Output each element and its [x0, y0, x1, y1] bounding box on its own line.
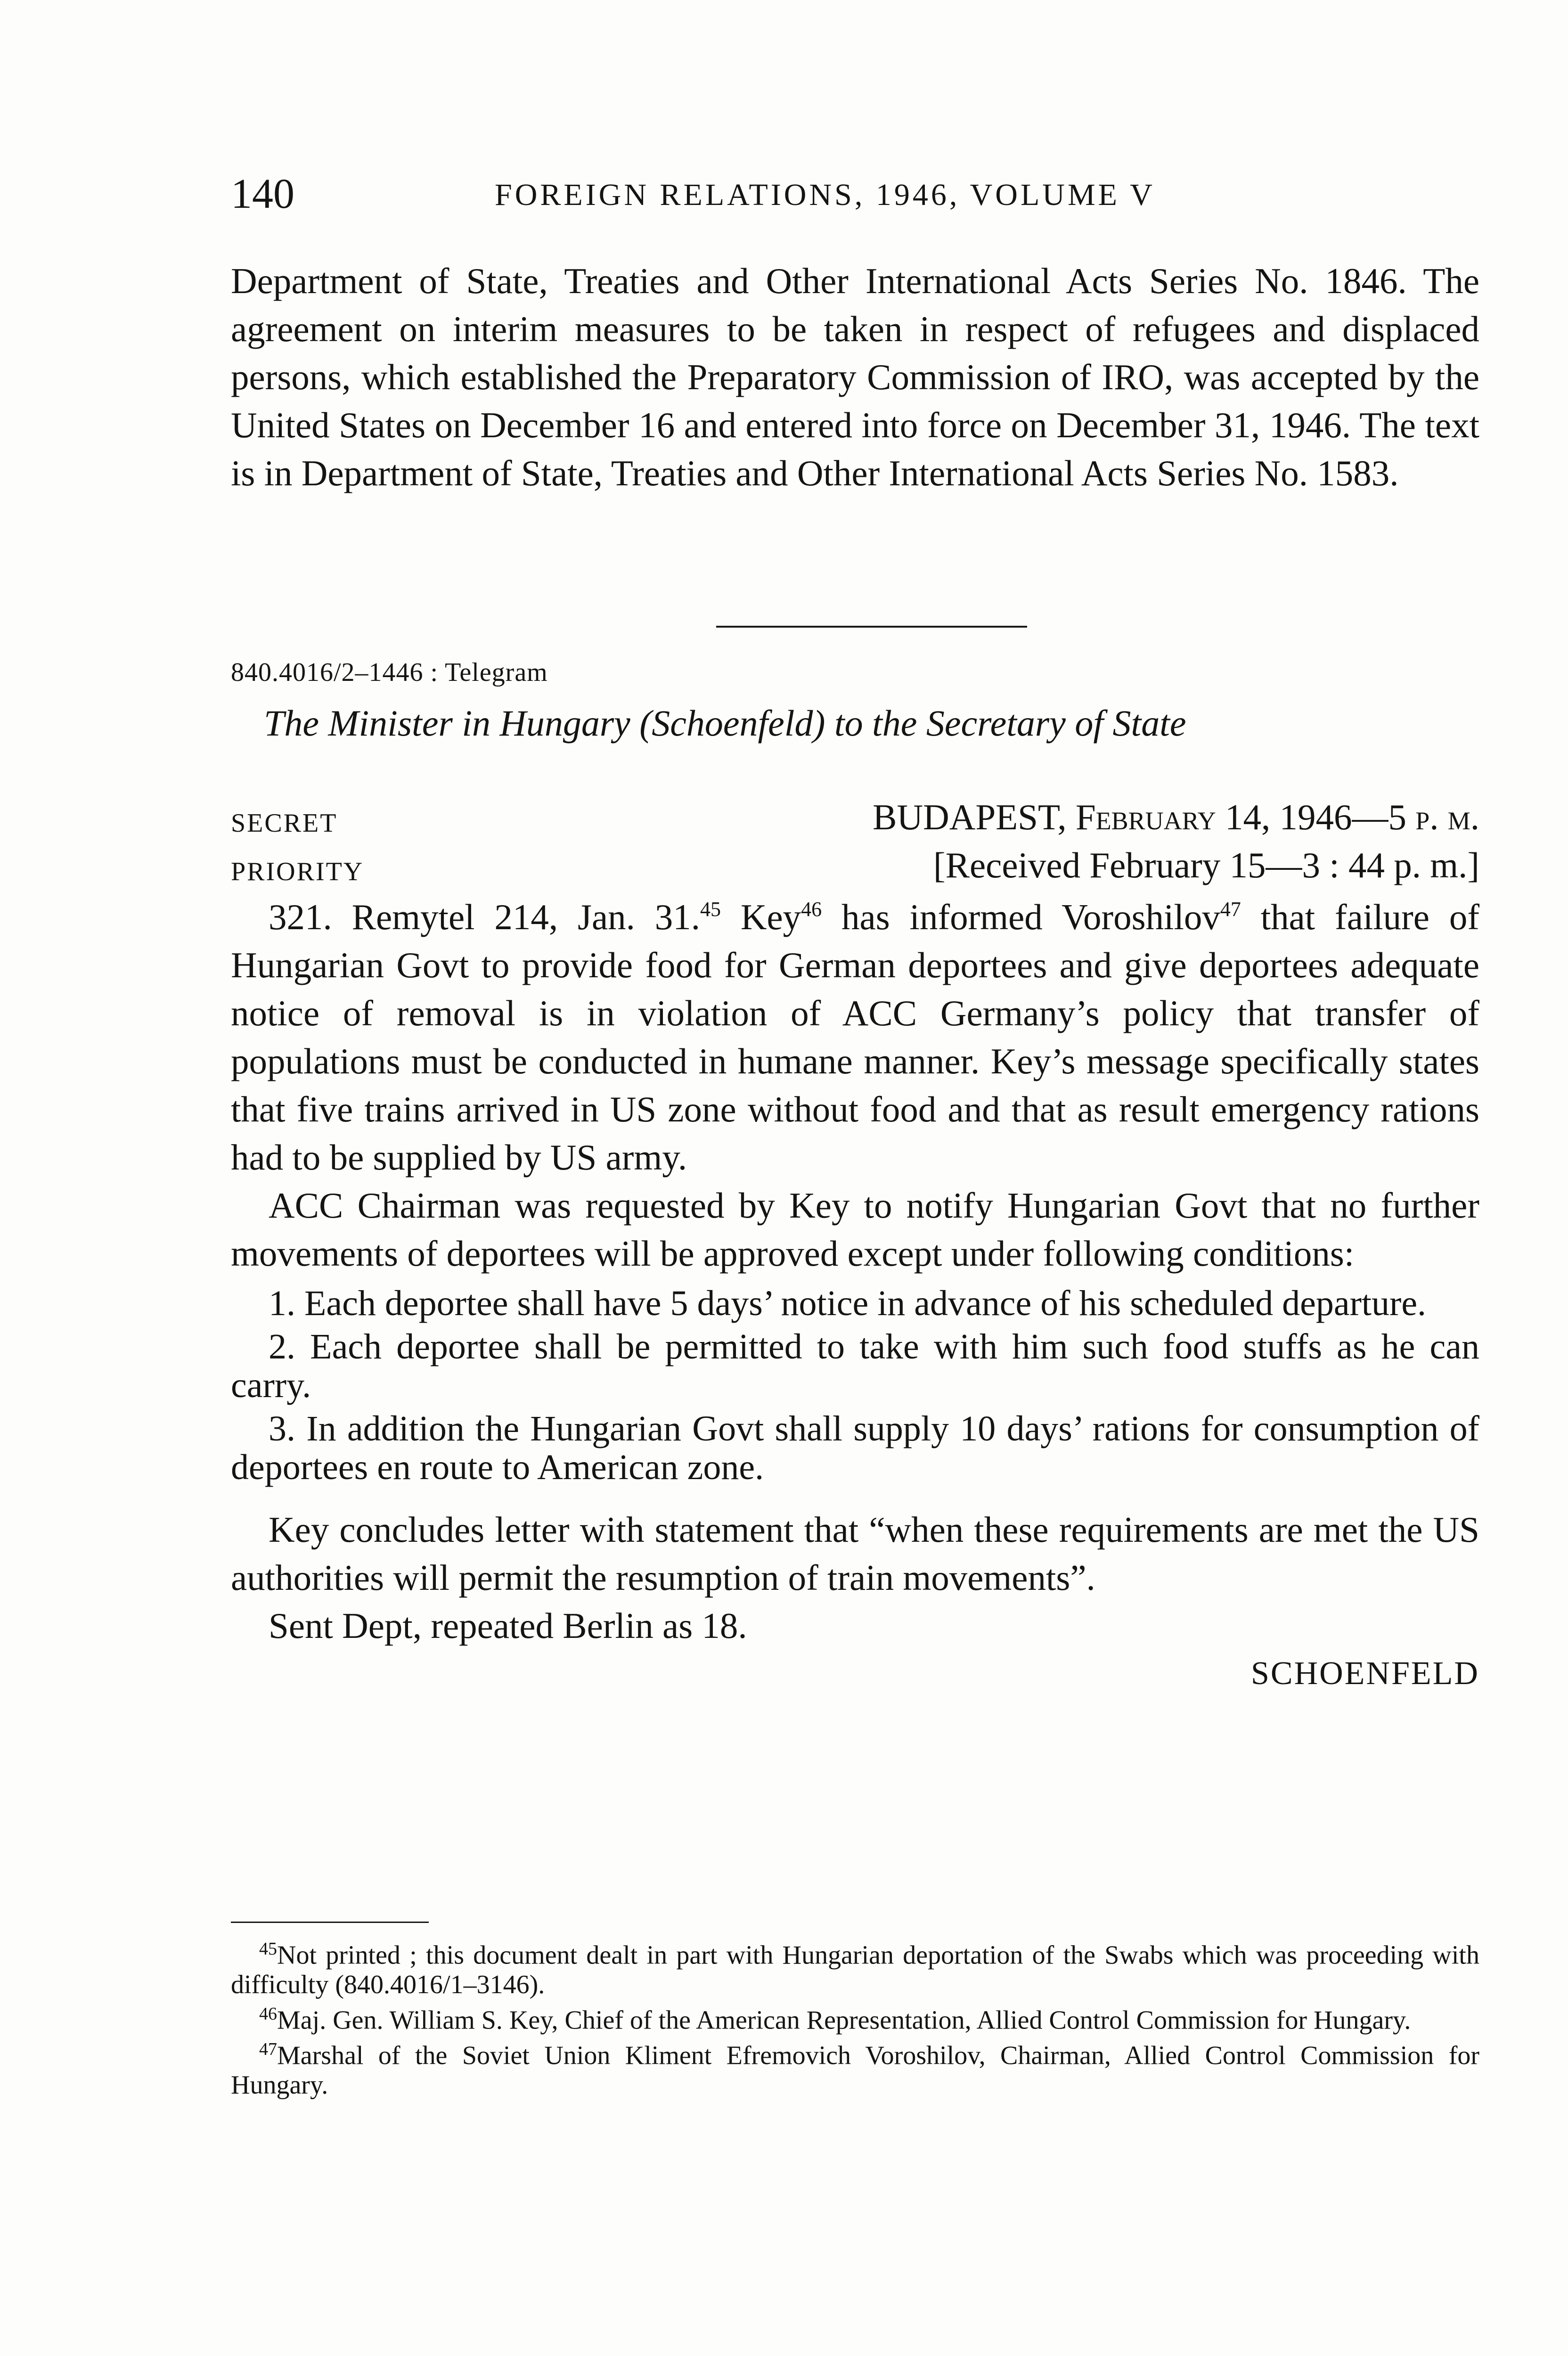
- running-title: FOREIGN RELATIONS, 1946, VOLUME V: [495, 178, 1155, 212]
- file-reference: 840.4016/2–1446 : Telegram: [231, 658, 548, 687]
- condition-item: 2. Each deportee shall be permitted to take with him such food stuffs as he can carry.: [231, 1327, 1479, 1405]
- paragraph-4: Sent Dept, repeated Berlin as 18.: [269, 1605, 747, 1646]
- footnote-ref-45: 45: [700, 898, 721, 921]
- condition-item: 3. In addition the Hungarian Govt shall supply 10 days’ rations for consumption of deportees en route to American zone.: [231, 1409, 1479, 1487]
- footnote-ref-46: 46: [801, 898, 822, 921]
- para1-text-2: Key: [721, 897, 801, 937]
- footnote-number: 47: [259, 2039, 277, 2060]
- paragraph-3: Key concludes letter with statement that “when these requirements are met the US authorities will permit the resumption of train movements”.: [231, 1509, 1479, 1598]
- footnote-text: Not printed ; this document dealt in part with Hungarian deportation of the Swabs which was proceeding with difficulty (840.4016/1–3146).: [231, 1940, 1479, 1999]
- footnote-text: Marshal of the Soviet Union Kliment Efremovich Voroshilov, Chairman, Allied Control Commission for Hungary.: [231, 2041, 1479, 2100]
- dateline: BUDAPEST, February 14, 1946—5 p. m.: [873, 797, 1479, 837]
- running-header: [231, 170, 1479, 221]
- footnote-46: [231, 1999, 1479, 2035]
- paragraph-2: ACC Chairman was requested by Key to notify Hungarian Govt that no further movements of deportees will be approved except under following conditions:: [231, 1185, 1479, 1274]
- intro-block: [231, 257, 1479, 497]
- conditions-list: [231, 1284, 1479, 1487]
- footnote-number: 46: [259, 2004, 277, 2024]
- footnotes: [231, 1934, 1479, 2100]
- footnote-rule: [231, 1922, 429, 1923]
- footnote-47: [231, 2035, 1479, 2100]
- footnote-number: 45: [259, 1939, 277, 1959]
- intro-paragraph: Department of State, Treaties and Other International Acts Series No. 1846. The agreement on interim measures to be taken in respect of refugees and displaced persons, which established the Preparatory Commission of IRO, was accepted by the United States on December 16 and entered into force on December 31, 1946. The text is in Department of State, Treaties and Other International Acts Series No. 1583.: [231, 261, 1479, 493]
- classification-priority: PRIORITY: [231, 857, 364, 886]
- classification-secret: SECRET: [231, 809, 338, 838]
- para1-text-3: has informed Voroshilov: [822, 897, 1220, 937]
- footnote-text: Maj. Gen. William S. Key, Chief of the American Representation, Allied Control Commission for Hungary.: [277, 2005, 1411, 2035]
- paragraph-1: [231, 893, 1479, 1181]
- telegram-body: [231, 893, 1479, 1698]
- document-heading: The Minister in Hungary (Schoenfeld) to the Secretary of State: [264, 703, 1186, 744]
- section-divider: [716, 626, 1027, 628]
- page-number: 140: [231, 171, 294, 217]
- para1-text-4: that failure of Hungarian Govt to provide food for German deportees and give deportees adequate notice of removal is in violation of ACC Germany’s policy that transfer of populations must be conducted in humane manner. Key’s message specifically states that five trains arrived in US zone without food and that as result emergency rations had to be supplied by US army.: [231, 897, 1479, 1178]
- received-line: [Received February 15—3 : 44 p. m.]: [933, 845, 1479, 885]
- footnote-ref-47: 47: [1220, 898, 1241, 921]
- signature: SCHOENFELD: [1250, 1655, 1479, 1692]
- footnote-45: [231, 1934, 1479, 1999]
- condition-item: 1. Each deportee shall have 5 days’ notice in advance of his scheduled departure.: [269, 1284, 1427, 1323]
- para1-text-1: 321. Remytel 214, Jan. 31.: [269, 897, 701, 937]
